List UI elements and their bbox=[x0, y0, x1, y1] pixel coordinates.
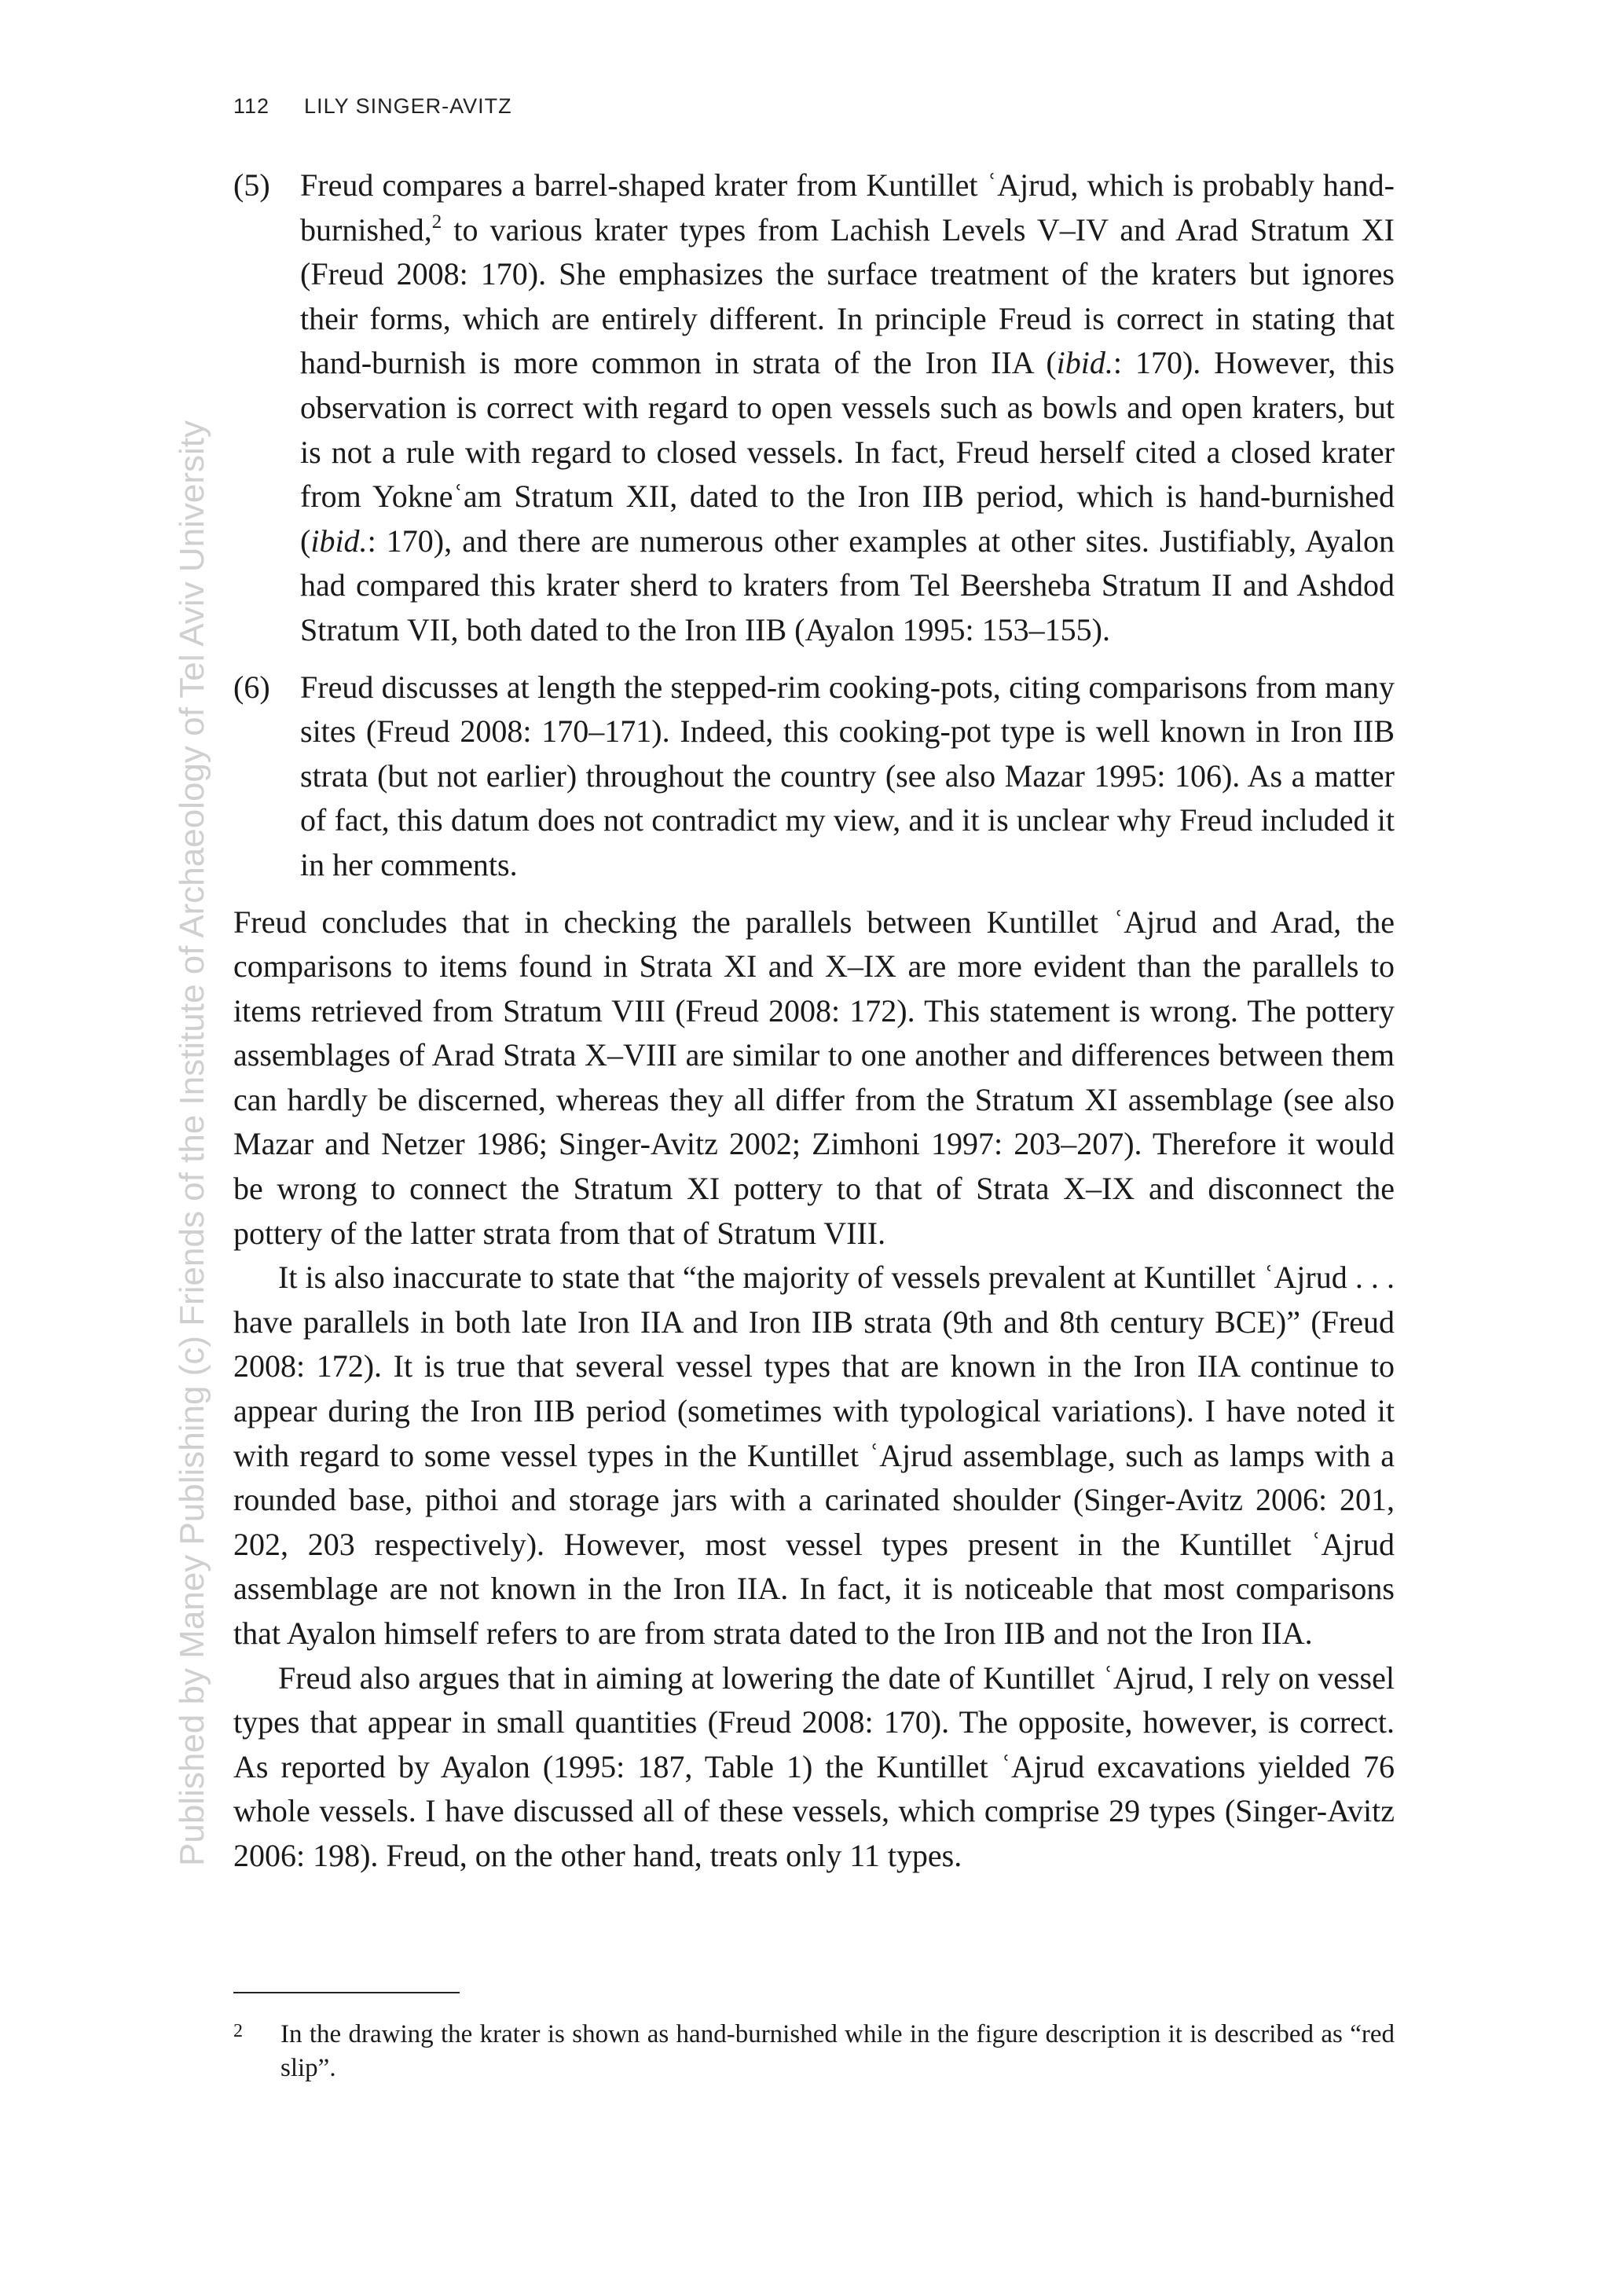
paragraph: Freud also argues that in aiming at lowering the date of Kuntillet ʿAjrud, I rely on vessel types that appear in small quantities (Freud 2008: 170). The opposite, however, is correct. As reported by Ayalon (1995: 187, Table 1) the Kuntillet ʿAjrud excavations yielded 76 whole vessels. I have discussed all of these vessels, which comprise 29 types (Singer-Avitz 2006: 198). Freud, on the other hand, treats only 11 types. bbox=[233, 1659, 1395, 1873]
paragraph: It is also inaccurate to state that “the majority of vessels prevalent at Kuntillet ʿAjrud . . . have parallels in both late Iron IIA and Iron IIB strata (9th and 8th century BCE)” (Freud 2008: 172). It is true that several vessel types that are known in the Iron IIA continue to appear during the Iron IIB period (sometimes with typological variations). I have noted it with regard to some vessel types in the Kuntillet ʿAjrud assemblage, such as lamps with a rounded base, pithoi and storage jars with a carinated shoulder (Singer-Avitz 2006: 201, 202, 203 respectively). However, most vessel types present in the Kuntillet ʿAjrud assemblage are not known in the Iron IIA. In fact, it is noticeable that most comparisons that Ayalon himself refers to are from strata dated to the Iron IIB and not the Iron IIA. bbox=[233, 1260, 1395, 1651]
italic-ibid: ibid. bbox=[1056, 345, 1113, 381]
item-text: Freud compares a barrel-shaped krater from Kuntillet ʿAjrud, which is probably hand-burnished, bbox=[300, 167, 1395, 248]
italic-ibid: ibid. bbox=[310, 523, 368, 559]
page-number: 112 bbox=[233, 94, 270, 118]
item-text: to various krater types from Lachish Levels V–IV and Arad Stratum XI (Freud 2008: 170). She emphasizes the surface treatment of the kraters but ignores their forms, which are entirely different. In principle Freud is correct in stating that hand-burnish is more common in strata of the Iron IIA ( bbox=[300, 211, 1395, 381]
item-number: (6) bbox=[233, 669, 270, 705]
item-text: Freud discusses at length the stepped-rim cooking-pots, citing comparisons from many sites (Freud 2008: 170–171). Indeed, this cooking-pot type is well known in Iron IIB strata (but not earlier) throughout the country (see also Mazar 1995: 106). As a matter of fact, this datum does not contradict my view, and it is unclear why Freud included it in her comments. bbox=[300, 669, 1395, 882]
footnote-number: 2 bbox=[233, 2021, 243, 2041]
item-text: : 170), and there are numerous other examples at other sites. Justifiably, Ayalon had compared this krater sherd to kraters from Tel Beersheba Stratum II and Ashdod Stratum VII, both dated to the Iron IIB (Ayalon 1995: 153–155). bbox=[300, 523, 1395, 647]
item-number: (5) bbox=[233, 167, 270, 203]
item-text: : 170). However, this observation is correct with regard to open vessels such as bowls and open kraters, but is not a rule with regard to closed vessels. In fact, Freud herself cited a closed krater from Yokneʿam Stratum XII, dated to the Iron IIB period, which is hand-burnished ( bbox=[300, 345, 1395, 559]
paragraph: Freud concludes that in checking the parallels between Kuntillet ʿAjrud and Arad, the comparisons to items found in Strata XI and X–IX are more evident than the parallels to items retrieved from Stratum VIII (Freud 2008: 172). This statement is wrong. The pottery assemblages of Arad Strata X–VIII are similar to one another and differences between them can hardly be discerned, whereas they all differ from the Stratum XI assemblage (see also Mazar and Netzer 1986; Singer-Avitz 2002; Zimhoni 1997: 203–207). Therefore it would be wrong to connect the Stratum XI pottery to that of Strata X–IX and disconnect the pottery of the latter strata from that of Stratum VIII. bbox=[233, 904, 1395, 1251]
footnote-text: In the drawing the krater is shown as hand-burnished while in the figure description it is described as “red slip”. bbox=[280, 2020, 1395, 2082]
page-body bbox=[233, 163, 1395, 1879]
footnote bbox=[233, 2018, 1395, 2085]
author-name: LILY SINGER-AVITZ bbox=[304, 94, 512, 118]
footnote-rule bbox=[233, 1992, 460, 1993]
running-head bbox=[233, 94, 547, 119]
list-item bbox=[233, 666, 1395, 888]
list-item bbox=[233, 163, 1395, 653]
watermark: Published by Maney Publishing (c) Friends of the Institute of Archaeology of Tel Aviv University bbox=[173, 420, 211, 1866]
footnote-marker[interactable]: 2 bbox=[431, 211, 442, 233]
